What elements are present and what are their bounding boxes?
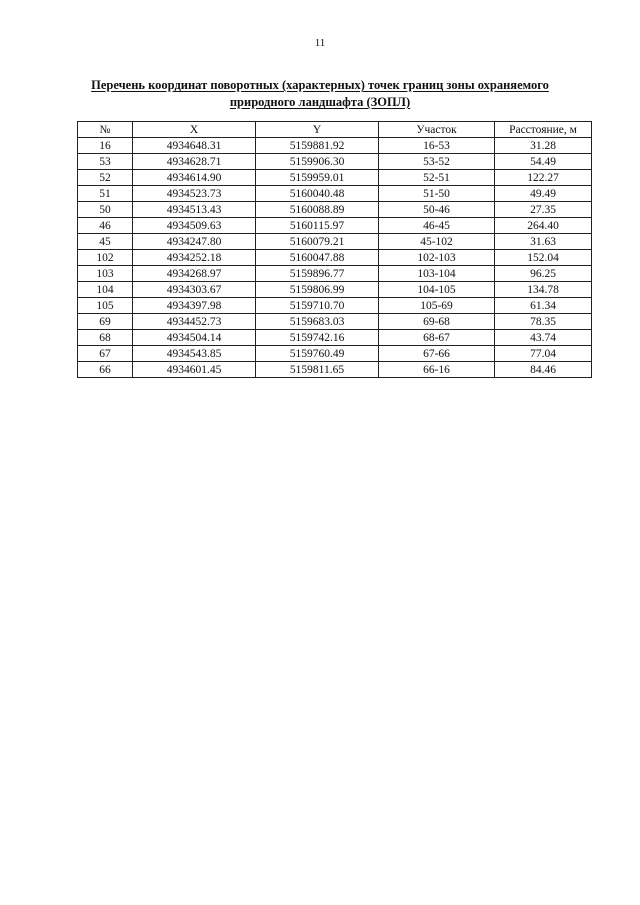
cell-number: 67 [78,346,133,362]
cell-number: 51 [78,186,133,202]
coordinates-table [77,121,592,378]
cell-distance: 31.28 [495,138,592,154]
cell-segment: 104-105 [379,282,495,298]
cell-segment: 50-46 [379,202,495,218]
cell-x: 4934247.80 [133,234,256,250]
cell-x: 4934252.18 [133,250,256,266]
cell-x: 4934513.43 [133,202,256,218]
table-row [78,138,592,154]
document-title [60,77,580,111]
cell-y: 5159906.30 [256,154,379,170]
table-row [78,298,592,314]
table-row [78,314,592,330]
cell-number: 103 [78,266,133,282]
title-line-1: Перечень координат поворотных (характерных) точек границ зоны охраняемого [91,78,549,92]
cell-y: 5159760.49 [256,346,379,362]
cell-number: 16 [78,138,133,154]
cell-segment: 46-45 [379,218,495,234]
cell-segment: 52-51 [379,170,495,186]
cell-number: 102 [78,250,133,266]
cell-segment: 53-52 [379,154,495,170]
cell-distance: 61.34 [495,298,592,314]
cell-x: 4934523.73 [133,186,256,202]
table-row [78,250,592,266]
cell-segment: 69-68 [379,314,495,330]
cell-y: 5160047.88 [256,250,379,266]
table-row [78,330,592,346]
cell-segment: 105-69 [379,298,495,314]
cell-number: 45 [78,234,133,250]
cell-number: 104 [78,282,133,298]
header-x: X [133,122,256,138]
cell-distance: 78.35 [495,314,592,330]
cell-segment: 66-16 [379,362,495,378]
cell-number: 50 [78,202,133,218]
cell-y: 5159959.01 [256,170,379,186]
cell-number: 105 [78,298,133,314]
cell-number: 69 [78,314,133,330]
header-number: № [78,122,133,138]
cell-x: 4934614.90 [133,170,256,186]
cell-x: 4934648.31 [133,138,256,154]
cell-x: 4934601.45 [133,362,256,378]
cell-x: 4934509.63 [133,218,256,234]
table-row [78,346,592,362]
cell-distance: 31.63 [495,234,592,250]
cell-y: 5160079.21 [256,234,379,250]
cell-x: 4934397.98 [133,298,256,314]
page-number: 11 [314,37,326,49]
cell-segment: 51-50 [379,186,495,202]
cell-y: 5159896.77 [256,266,379,282]
title-line-2: природного ландшафта (ЗОПЛ) [229,95,411,109]
cell-number: 68 [78,330,133,346]
header-distance: Расстояние, м [495,122,592,138]
table-header-row [78,122,592,138]
table-row [78,202,592,218]
cell-number: 52 [78,170,133,186]
table-row [78,154,592,170]
cell-segment: 103-104 [379,266,495,282]
cell-y: 5159710.70 [256,298,379,314]
cell-x: 4934628.71 [133,154,256,170]
cell-distance: 54.49 [495,154,592,170]
cell-y: 5159683.03 [256,314,379,330]
cell-y: 5159806.99 [256,282,379,298]
cell-segment: 68-67 [379,330,495,346]
table-body [78,138,592,378]
table-row [78,234,592,250]
cell-distance: 152.04 [495,250,592,266]
cell-distance: 264.40 [495,218,592,234]
cell-segment: 45-102 [379,234,495,250]
table-row [78,362,592,378]
cell-distance: 27.35 [495,202,592,218]
cell-y: 5160040.48 [256,186,379,202]
cell-x: 4934303.67 [133,282,256,298]
cell-x: 4934543.85 [133,346,256,362]
cell-x: 4934268.97 [133,266,256,282]
header-segment: Участок [379,122,495,138]
cell-distance: 122.27 [495,170,592,186]
cell-x: 4934504.14 [133,330,256,346]
cell-number: 66 [78,362,133,378]
cell-y: 5160115.97 [256,218,379,234]
cell-y: 5159811.65 [256,362,379,378]
cell-distance: 43.74 [495,330,592,346]
cell-segment: 16-53 [379,138,495,154]
cell-y: 5159742.16 [256,330,379,346]
table-row [78,266,592,282]
cell-distance: 96.25 [495,266,592,282]
cell-y: 5159881.92 [256,138,379,154]
cell-x: 4934452.73 [133,314,256,330]
cell-y: 5160088.89 [256,202,379,218]
cell-number: 46 [78,218,133,234]
cell-distance: 84.46 [495,362,592,378]
table-row [78,170,592,186]
cell-number: 53 [78,154,133,170]
table-row [78,282,592,298]
table-row [78,218,592,234]
table-row [78,186,592,202]
cell-distance: 134.78 [495,282,592,298]
cell-distance: 77.04 [495,346,592,362]
cell-segment: 67-66 [379,346,495,362]
cell-segment: 102-103 [379,250,495,266]
header-y: Y [256,122,379,138]
cell-distance: 49.49 [495,186,592,202]
